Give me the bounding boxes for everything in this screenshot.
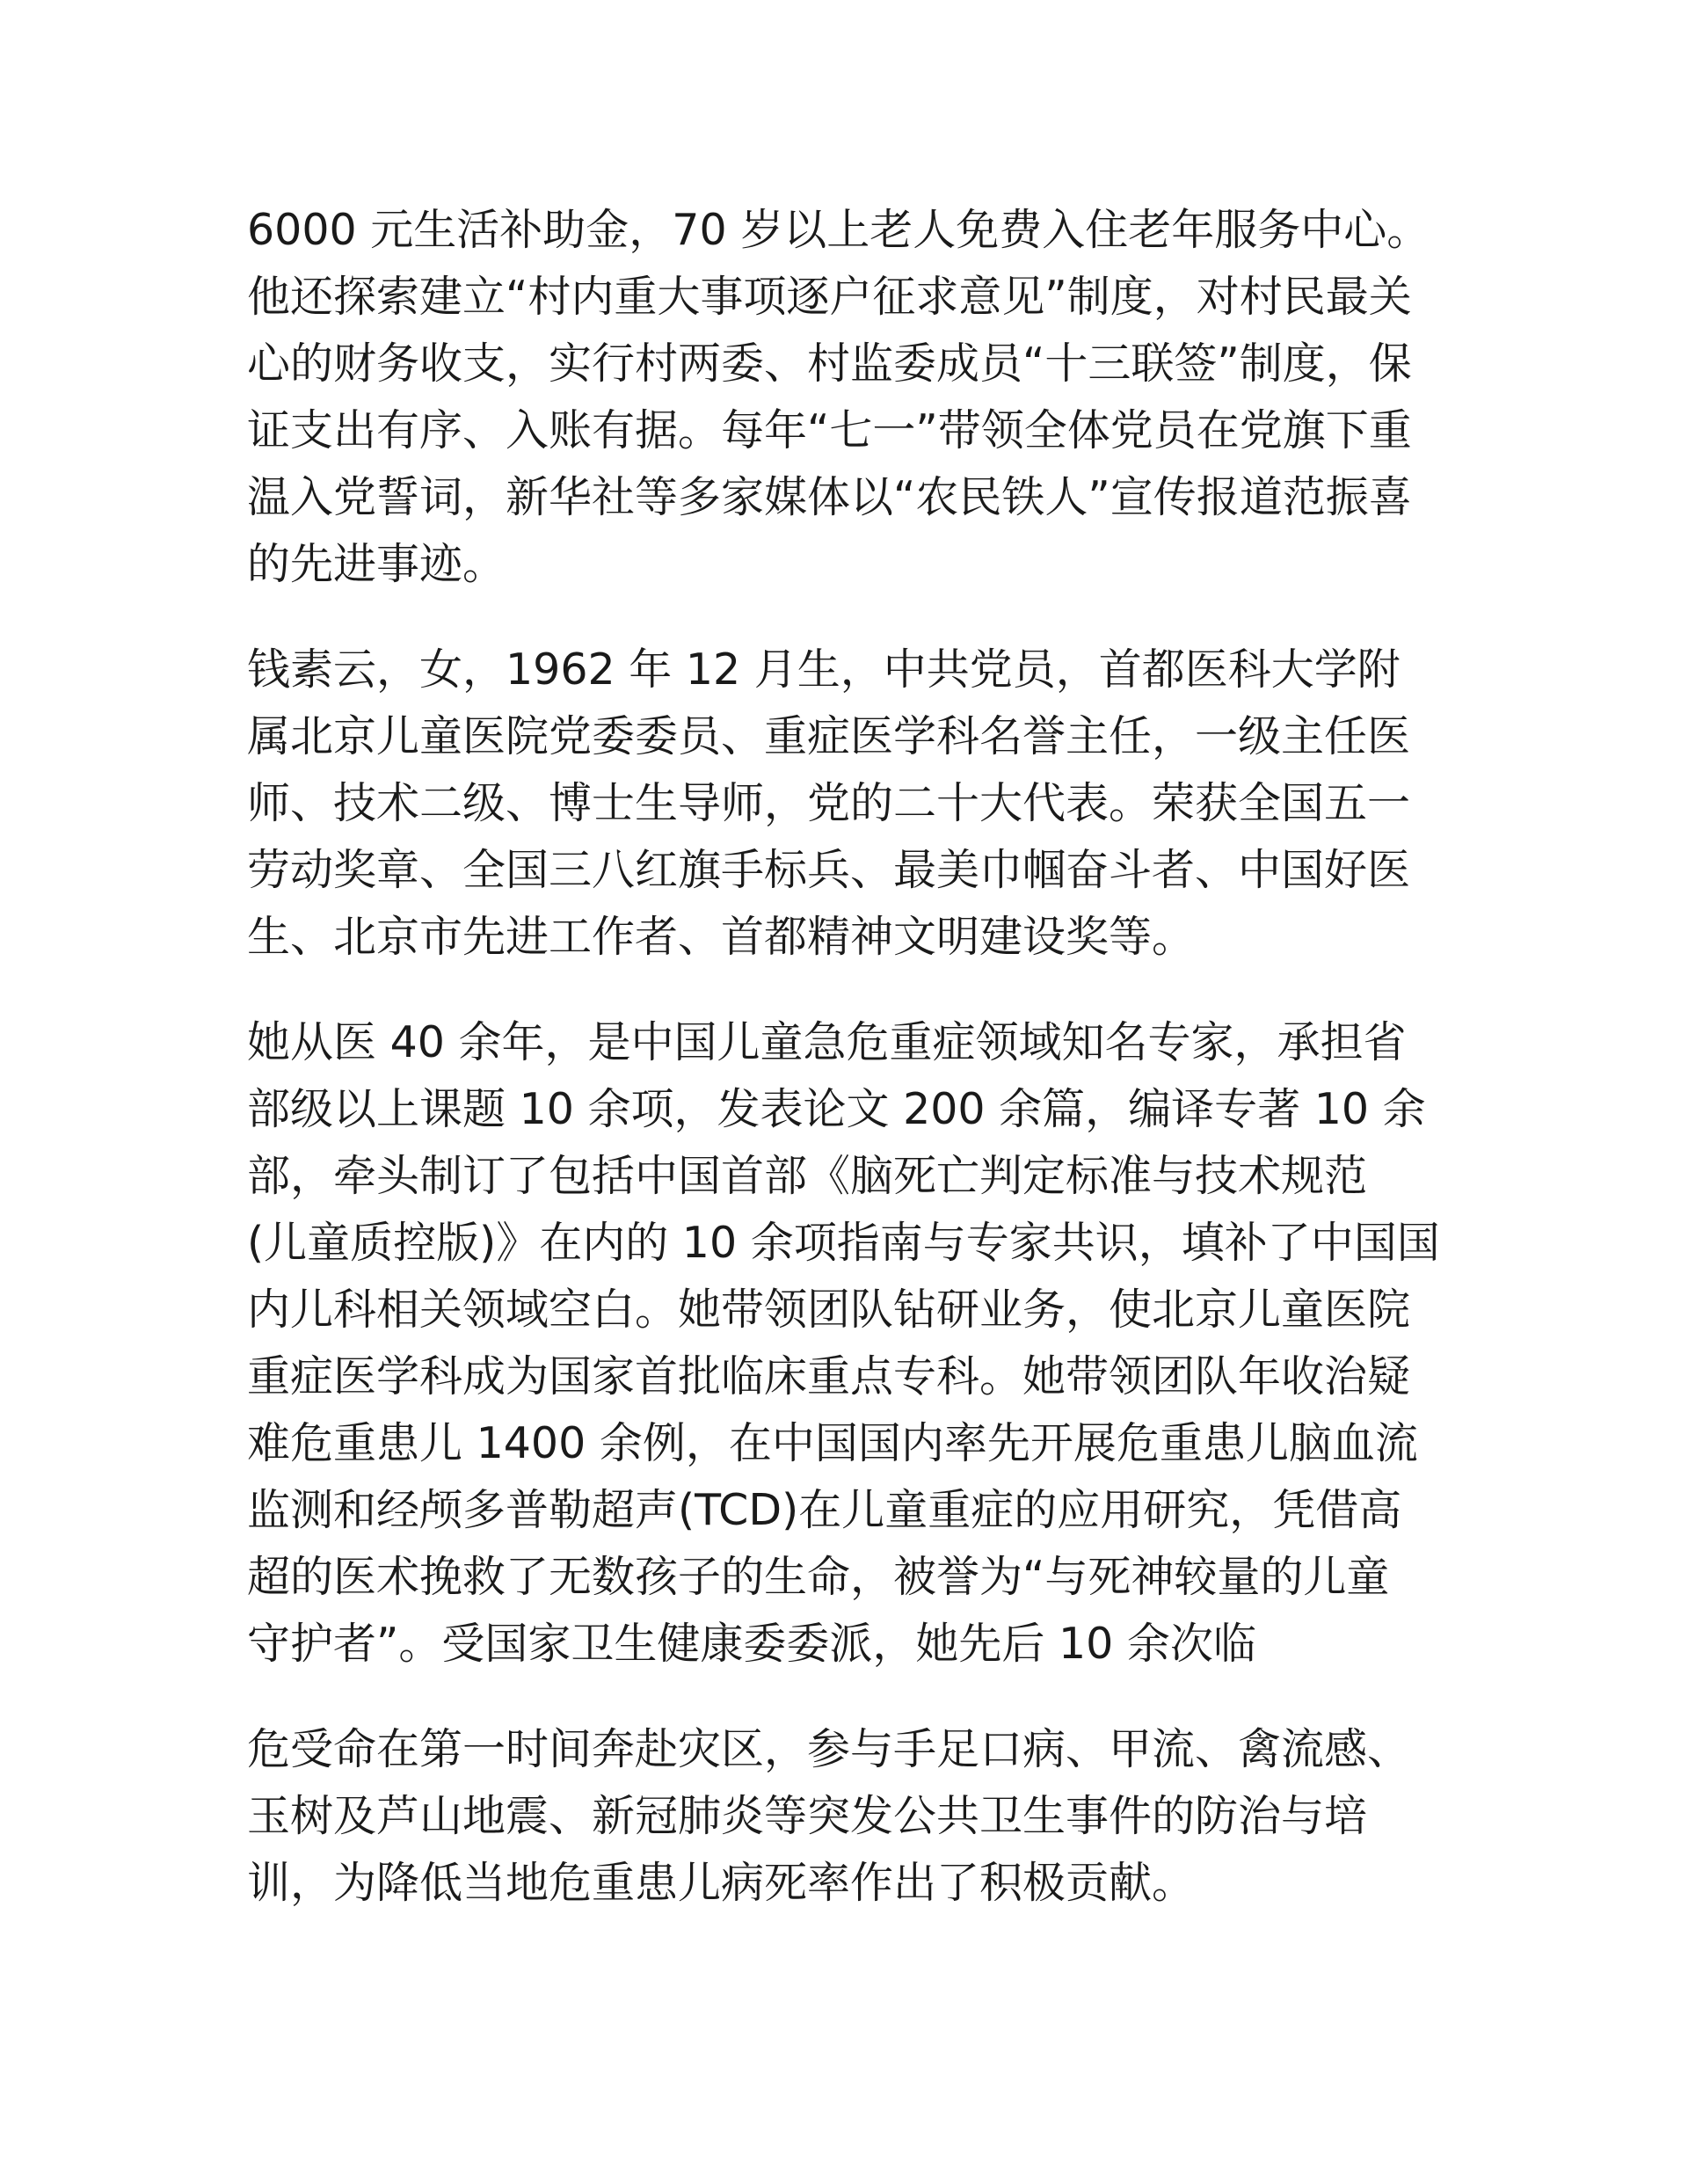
text-line: 玉树及芦山地震、新冠肺炎等突发公共卫生事件的防治与培: [247, 1791, 1368, 1841]
text-line: 师、技术二级、博士生导师，党的二十大代表。荣获全国五一: [247, 778, 1411, 828]
paragraph-qian-suyun-profile: [247, 637, 1425, 971]
text-line: 难危重患儿 1400 余例，在中国国内率先开展危重患儿脑血流: [247, 1418, 1418, 1468]
text-line: 温入党誓词，新华社等多家媒体以“农民铁人”宣传报道范振喜: [247, 472, 1412, 522]
text-line: 劳动奖章、全国三八红旗手标兵、最美巾帼奋斗者、中国好医: [247, 845, 1411, 895]
text-line: 她从医 40 余年，是中国儿童急危重症领域知名专家，承担省: [247, 1017, 1407, 1067]
text-line: 的先进事迹。: [247, 539, 506, 589]
paragraph-qian-suyun-career: [247, 1009, 1440, 1678]
text-line: 生、北京市先进工作者、首都精神文明建设奖等。: [247, 912, 1196, 962]
text-line: 超的医术挽救了无数孩子的生命，被誉为“与死神较量的儿童: [247, 1552, 1390, 1602]
text-line: 心的财务收支，实行村两委、村监委成员“十三联签”制度，保: [247, 339, 1412, 389]
text-line: 钱素云，女，1962 年 12 月生，中共党员，首都医科大学附: [247, 644, 1401, 695]
text-line: 他还探索建立“村内重大事项逐户征求意见”制度，对村民最关: [247, 272, 1412, 322]
document-body: [247, 197, 1440, 1955]
text-line: 监测和经颅多普勒超声(TCD)在儿童重症的应用研究，凭借高: [247, 1485, 1402, 1535]
text-line: 证支出有序、入账有据。每年“七一”带领全体党员在党旗下重: [247, 405, 1412, 455]
text-line: 部级以上课题 10 余项，发表论文 200 余篇，编译专著 10 余: [247, 1084, 1426, 1134]
paragraph-fan-zhenxi-deeds: [247, 197, 1430, 598]
text-line: (儿童质控版)》在内的 10 余项指南与专家共识，填补了中国国: [247, 1218, 1440, 1268]
text-line: 6000 元生活补助金，70 岁以上老人免费入住老年服务中心。: [247, 205, 1430, 255]
text-line: 危受命在第一时间奔赴灾区，参与手足口病、甲流、禽流感、: [247, 1724, 1411, 1774]
text-line: 守护者”。受国家卫生健康委委派，她先后 10 余次临: [247, 1619, 1256, 1669]
text-line: 内儿科相关领域空白。她带领团队钻研业务，使北京儿童医院: [247, 1285, 1411, 1335]
text-line: 属北京儿童医院党委委员、重症医学科名誉主任，一级主任医: [247, 711, 1411, 761]
text-line: 部，牵头制订了包括中国首部《脑死亡判定标准与技术规范: [247, 1151, 1368, 1201]
text-line: 重症医学科成为国家首批临床重点专科。她带领团队年收治疑: [247, 1351, 1411, 1401]
text-line: 训，为降低当地危重患儿病死率作出了积极贡献。: [247, 1858, 1196, 1908]
paragraph-qian-suyun-disaster-relief: [247, 1716, 1425, 1917]
